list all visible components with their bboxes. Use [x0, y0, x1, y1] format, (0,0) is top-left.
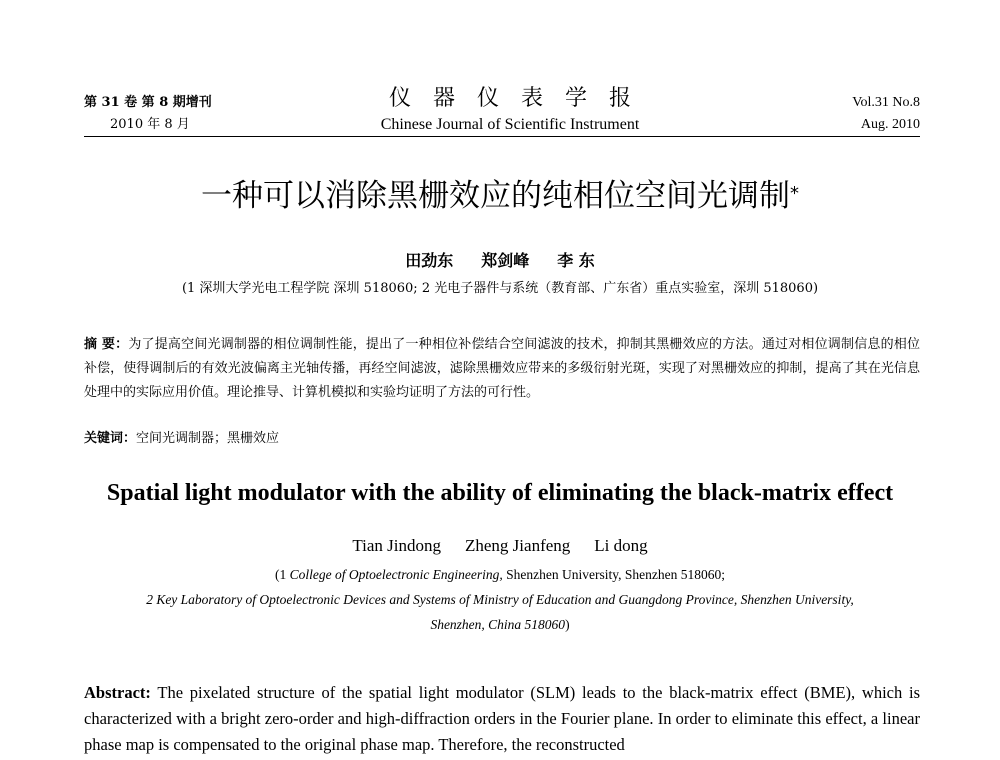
volume-number: Vol.31 No.8	[852, 95, 920, 110]
paper-title-en: Spatial light modulator with the ability of eliminating the black-matrix effect	[106, 480, 894, 506]
authors-cn	[0, 250, 1000, 272]
affiliation-en-line2: 2 Key Laboratory of Optoelectronic Devices and Systems of Ministry of Education and Guangdong Province, Shenzhen University,	[146, 592, 854, 607]
keywords-cn-text: 空间光调制器；黑栅效应	[136, 431, 280, 446]
affiliation-en-line1: (1 College of Optoelectronic Engineering, Shenzhen University, Shenzhen 518060;	[274, 567, 726, 582]
affiliation-en-line3: Shenzhen, China 518060)	[430, 617, 570, 632]
author-en: Tian Jindong	[352, 536, 441, 555]
author-en: Li dong	[594, 536, 648, 555]
abstract-cn	[84, 333, 920, 405]
abstract-cn-label: 摘 要：	[84, 337, 129, 352]
issue-date-en: Aug. 2010	[860, 117, 920, 132]
abstract-en-text: The pixelated structure of the spatial light modulator (SLM) leads to the black-matrix effect (BME), which is characterized with a bright zero-order and high-diffraction orders in the Fourier plane. In order to eliminate this effect, a linear phase map is compensated to the original phase map. Therefore, the reconstructed	[84, 683, 921, 754]
authors-en	[0, 535, 1000, 557]
issue-line: 第 31 卷 第 8 期增刊	[84, 95, 212, 110]
keywords-cn	[84, 428, 920, 450]
abstract-en	[84, 680, 920, 758]
header-volume-info	[780, 92, 920, 136]
journal-name-en: Chinese Journal of Scientific Instrument	[380, 116, 640, 133]
header-divider	[84, 136, 920, 137]
journal-title-block	[340, 84, 680, 136]
author-cn: 郑剑峰	[481, 251, 530, 270]
keywords-cn-label: 关键词：	[84, 431, 137, 446]
affiliation-en	[60, 562, 940, 637]
paper-title-cn	[0, 176, 1000, 216]
footnote-mark: *	[790, 183, 799, 204]
issue-date-cn: 2010 年 8 月	[110, 117, 190, 132]
abstract-cn-text: 为了提高空间光调制器的相位调制性能，提出了一种相位补偿结合空间滤波的技术，抑制其黑栅效应的方法。通过对相位调制信息的相位补偿，使得调制后的有效光波偏离主光轴传播，再经空间滤波，滤除黑栅效应带来的多级衍射光斑，实现了对黑栅效应的抑制，提高了其在光信息处理中的实际应用价值。理论推导、计算机模拟和实验均证明了方法的可行性。	[84, 337, 920, 400]
header-issue-info	[84, 92, 304, 136]
affiliation-cn: (1 深圳大学光电工程学院 深圳 518060; 2 光电子器件与系统（教育部、广东省）重点实验室，深圳 518060)	[181, 281, 819, 296]
journal-name-cn: 仪器仪表学报	[388, 86, 653, 111]
paper-title-cn-text: 一种可以消除黑栅效应的纯相位空间光调制	[201, 178, 790, 214]
author-cn: 李 东	[557, 251, 595, 270]
author-cn: 田劲东	[405, 251, 454, 270]
abstract-en-label: Abstract:	[84, 683, 151, 702]
author-en: Zheng Jianfeng	[465, 536, 571, 555]
